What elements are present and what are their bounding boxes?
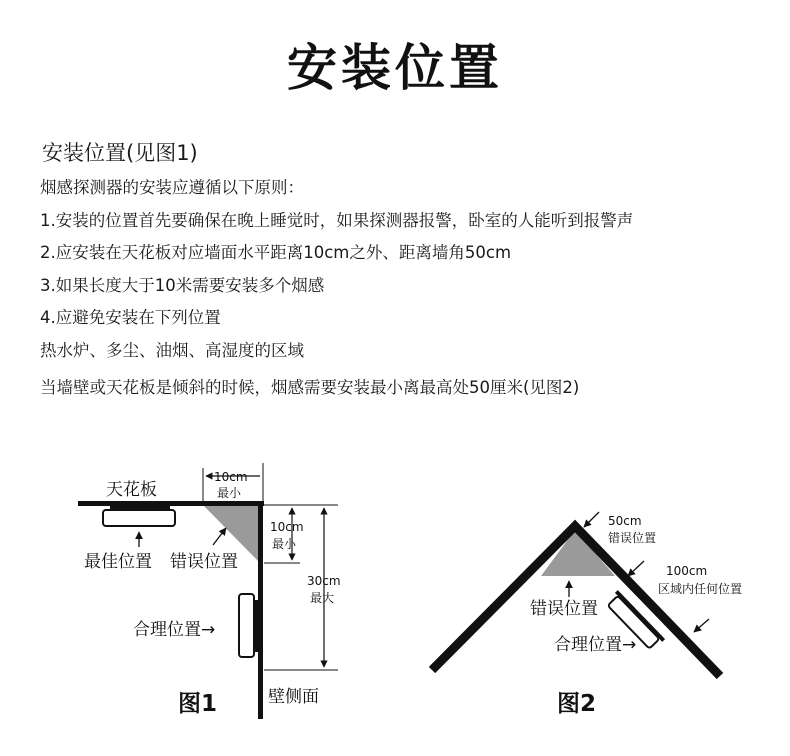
wrong-position-label: 错误位置 [170,552,238,572]
figure-2 [432,512,742,717]
rule-item: 热水炉、多尘、油烟、高湿度的区域 [40,340,304,360]
dim-100cm-note: 区域内任何位置 [658,582,743,596]
reasonable-position-label: 合理位置→ [133,620,216,640]
wrong-position-label: 错误位置 [530,599,598,619]
rule-item: 1.安装的位置首先要确保在晚上睡觉时，如果探测器报警，卧室的人能听到报警声 [40,210,634,230]
figure-1-caption: 图1 [178,691,218,717]
dim-vertical-30-note: 最大 [310,591,335,605]
rule-item: 3.如果长度大于10米需要安装多个烟感 [40,275,325,295]
figure-1 [78,463,341,719]
dim-50cm-note: 错误位置 [608,531,657,545]
section-heading: 安装位置(见图1) [42,141,198,165]
rule-item: 2.应安装在天花板对应墙面水平距离10cm之外、距离墙角50cm [40,243,512,262]
reasonable-position-label: 合理位置→ [554,635,637,655]
ceiling-label: 天花板 [106,480,157,500]
rule-item: 4.应避免安装在下列位置 [40,308,221,327]
sloped-ceiling-note: 当墙壁或天花板是倾斜的时候，烟感需要安装最小离最高处50厘米(见图2) [40,378,580,397]
ceiling-line [78,501,264,506]
dim-50cm-value: 50cm [608,514,642,528]
best-position-label: 最佳位置 [84,552,152,572]
dim-vertical-10-value: 10cm [270,520,304,534]
ceiling-smoke-detector-icon [103,506,175,526]
dim-vertical-30-value: 30cm [307,574,341,588]
dim-vertical-10-note: 最小 [272,537,297,551]
dim-horizontal-note: 最小 [217,486,242,500]
figure-2-caption: 图2 [557,691,597,717]
wall-side-label: 壁侧面 [268,687,319,707]
dim-horizontal-value: 10cm [214,470,248,484]
wall-line [258,501,263,719]
wall-smoke-detector-icon [239,594,258,657]
page-title: 安装位置 [287,39,503,97]
dim-100cm-value: 100cm [666,564,708,578]
rule-intro: 烟感探测器的安装应遵循以下原则： [40,178,304,197]
